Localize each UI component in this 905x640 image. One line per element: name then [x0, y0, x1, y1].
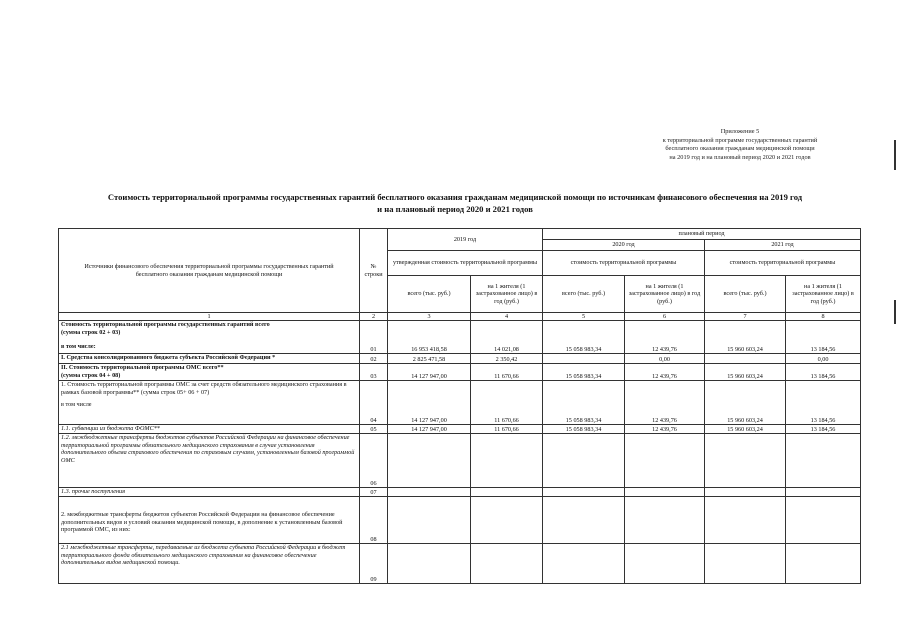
row-number: 01 — [360, 321, 388, 354]
cell-per-resident-2020 — [625, 544, 705, 584]
cell-per-resident-2019 — [471, 434, 543, 488]
column-number: 7 — [705, 313, 786, 321]
cell-per-resident-2021: 13 184,56 — [786, 321, 861, 354]
table-row — [59, 425, 861, 434]
row-source: 1.2. межбюджетные трансферты бюджетов субъектов Российской Федерации на финансовое обеспечение территориальной программы обязательного медицинского страхования в случае установления дополнительного объема страхового обеспечения по страховым случаям, установленным базовой программой ОМС — [59, 434, 360, 488]
cell-total-2019: 14 127 947,00 — [388, 381, 471, 425]
cell-per-resident-2021: 13 184,56 — [786, 425, 861, 434]
cell-total-2021 — [705, 544, 786, 584]
column-number: 6 — [625, 313, 705, 321]
cell-total-2019 — [388, 488, 471, 497]
cell-total-2021: 15 960 603,24 — [705, 381, 786, 425]
table-row — [59, 488, 861, 497]
cell-per-resident-2019 — [471, 497, 543, 544]
cell-total-2020: 15 058 983,34 — [543, 364, 625, 381]
column-number-row — [59, 313, 861, 321]
cell-per-resident-2019: 11 670,66 — [471, 364, 543, 381]
header-cost-2021: стоимость территориальной программы — [705, 251, 861, 276]
appendix-line: Приложение 5 — [720, 128, 760, 135]
column-number: 2 — [360, 313, 388, 321]
cell-total-2019: 14 127 947,00 — [388, 364, 471, 381]
row-source-line: (сумма строк 02 + 03) — [61, 328, 121, 336]
header-year-2020: 2020 год — [543, 240, 705, 251]
scan-edge-mark — [894, 140, 896, 170]
header-source: Источники финансового обеспечения территориальной программы государственных гарантий бесплатного оказания гражданам медицинской помощи — [59, 229, 360, 313]
header-planned-period: плановый период — [543, 229, 861, 240]
cell-per-resident-2020: 0,00 — [625, 354, 705, 364]
row-source-line: (сумма строк 04 + 08) — [61, 371, 121, 379]
row-source-line: II. Стоимость территориальной программы ОМС всего** — [61, 364, 224, 372]
cell-total-2020: 15 058 983,34 — [543, 425, 625, 434]
cell-total-2019 — [388, 434, 471, 488]
cell-total-2020 — [543, 544, 625, 584]
table-row — [59, 364, 861, 381]
row-source-line: Стоимость территориальной программы государственных гарантий всего — [61, 321, 270, 329]
column-number: 3 — [388, 313, 471, 321]
row-number: 07 — [360, 488, 388, 497]
row-source — [59, 497, 360, 544]
cell-per-resident-2019: 11 670,66 — [471, 425, 543, 434]
table-row — [59, 321, 861, 354]
row-number: 02 — [360, 354, 388, 364]
table-row — [59, 544, 861, 584]
cell-total-2020 — [543, 488, 625, 497]
column-number: 4 — [471, 313, 543, 321]
appendix-note — [620, 128, 860, 162]
cell-per-resident-2020 — [625, 434, 705, 488]
table-row — [59, 354, 861, 364]
header-row-number: № строки — [360, 229, 388, 313]
cell-per-resident-2020 — [625, 497, 705, 544]
appendix-line: к территориальной программе государственных гарантий — [662, 136, 818, 144]
header-approved-cost: утвержденная стоимость территориальной программы — [388, 251, 543, 276]
title-line: и на плановый период 2020 и 2021 годов — [377, 203, 533, 214]
cell-per-resident-2020 — [625, 488, 705, 497]
row-number: 03 — [360, 364, 388, 381]
table-row — [59, 497, 861, 544]
cell-per-resident-2019: 11 670,66 — [471, 381, 543, 425]
header-total-2020: всего (тыс. руб.) — [543, 276, 625, 313]
cell-per-resident-2021 — [786, 434, 861, 488]
cell-total-2019: 2 825 471,58 — [388, 354, 471, 364]
row-source-line: в том числе: — [61, 343, 96, 351]
row-number: 04 — [360, 381, 388, 425]
row-number: 08 — [360, 497, 388, 544]
cell-total-2019: 14 127 947,00 — [388, 425, 471, 434]
cell-total-2020: 15 058 983,34 — [543, 321, 625, 354]
cell-total-2021 — [705, 497, 786, 544]
row-source — [59, 321, 360, 354]
cell-per-resident-2021: 0,00 — [786, 354, 861, 364]
cell-total-2021 — [705, 488, 786, 497]
cell-total-2020 — [543, 354, 625, 364]
cell-total-2021: 15 960 603,24 — [705, 364, 786, 381]
cell-total-2021: 15 960 603,24 — [705, 425, 786, 434]
document-title — [40, 192, 870, 215]
appendix-line: бесплатного оказания гражданам медицинской помощи — [665, 145, 815, 153]
table-row — [59, 434, 861, 488]
row-source — [59, 381, 360, 425]
cell-per-resident-2021 — [786, 544, 861, 584]
title-line: Стоимость территориальной программы государственных гарантий бесплатного оказания гражданам медицинской помощи по источникам финансового обеспечения на 2019 год — [107, 192, 803, 202]
row-number: 06 — [360, 434, 388, 488]
cell-per-resident-2019: 14 021,08 — [471, 321, 543, 354]
header-per-resident-2021: на 1 жителя (1 застрахованное лицо) в год (руб.) — [786, 276, 861, 313]
cell-total-2019 — [388, 497, 471, 544]
row-number: 09 — [360, 544, 388, 584]
cell-total-2019: 16 953 418,58 — [388, 321, 471, 354]
cell-total-2021: 15 960 603,24 — [705, 321, 786, 354]
header-row — [59, 229, 861, 240]
cell-total-2021 — [705, 354, 786, 364]
cell-total-2019 — [388, 544, 471, 584]
table-row — [59, 381, 861, 425]
cell-total-2020 — [543, 434, 625, 488]
cell-per-resident-2021 — [786, 497, 861, 544]
cell-per-resident-2019 — [471, 488, 543, 497]
row-source: I. Средства консолидированного бюджета субъекта Российской Федерации * — [59, 354, 360, 364]
header-total-2021: всего (тыс. руб.) — [705, 276, 786, 313]
column-number: 1 — [59, 313, 360, 321]
column-number: 8 — [786, 313, 861, 321]
row-source-line: в том числе — [61, 401, 92, 409]
appendix-line: на 2019 год и на плановый период 2020 и 2021 годов — [669, 153, 811, 161]
scan-edge-mark — [894, 300, 896, 324]
row-source: 1.3. прочие поступления — [59, 488, 360, 497]
row-source — [59, 364, 360, 381]
header-year-2021: 2021 год — [705, 240, 861, 251]
row-source: 2.1 межбюджетные трансферты, передаваемые из бюджета субъекта Российской Федерации в бюджет территориального фонда обязательного медицинского страхования на финансовое обеспечение дополнительных видов медицинской помощи. — [59, 544, 360, 584]
header-total-2019: всего (тыс. руб.) — [388, 276, 471, 313]
row-source-line: 2. межбюджетные трансферты бюджетов субъектов Российской Федерации на финансовое обеспечение дополнительных видов и условий оказания медицинской помощи, в дополнение к установленным базовой программой ОМС, из них: — [61, 511, 343, 534]
funding-sources-table — [58, 228, 861, 584]
row-source-line: 1. Стоимость территориальной программы ОМС за счет средств обязательного медицинского страхования в рамках базовой программы** (сумма строк 05+ 06 + 07) — [61, 381, 347, 396]
header-per-resident-2019: на 1 жителя (1 застрахованное лицо) в год (руб.) — [471, 276, 543, 313]
cell-per-resident-2021: 13 184,56 — [786, 381, 861, 425]
cell-total-2020 — [543, 497, 625, 544]
row-number: 05 — [360, 425, 388, 434]
header-cost-2020: стоимость территориальной программы — [543, 251, 705, 276]
cell-per-resident-2020: 12 439,76 — [625, 425, 705, 434]
column-number: 5 — [543, 313, 625, 321]
cell-per-resident-2021 — [786, 488, 861, 497]
header-year-2019: 2019 год — [388, 229, 543, 251]
header-per-resident-2020: на 1 жителя (1 застрахованное лицо) в год (руб.) — [625, 276, 705, 313]
cell-total-2020: 15 058 983,34 — [543, 381, 625, 425]
cell-per-resident-2020: 12 439,76 — [625, 381, 705, 425]
cell-per-resident-2019 — [471, 544, 543, 584]
cell-total-2021 — [705, 434, 786, 488]
cell-per-resident-2019: 2 350,42 — [471, 354, 543, 364]
cell-per-resident-2021: 13 184,56 — [786, 364, 861, 381]
row-source: 1.1. субвенции из бюджета ФОМС** — [59, 425, 360, 434]
cell-per-resident-2020: 12 439,76 — [625, 364, 705, 381]
cell-per-resident-2020: 12 439,76 — [625, 321, 705, 354]
